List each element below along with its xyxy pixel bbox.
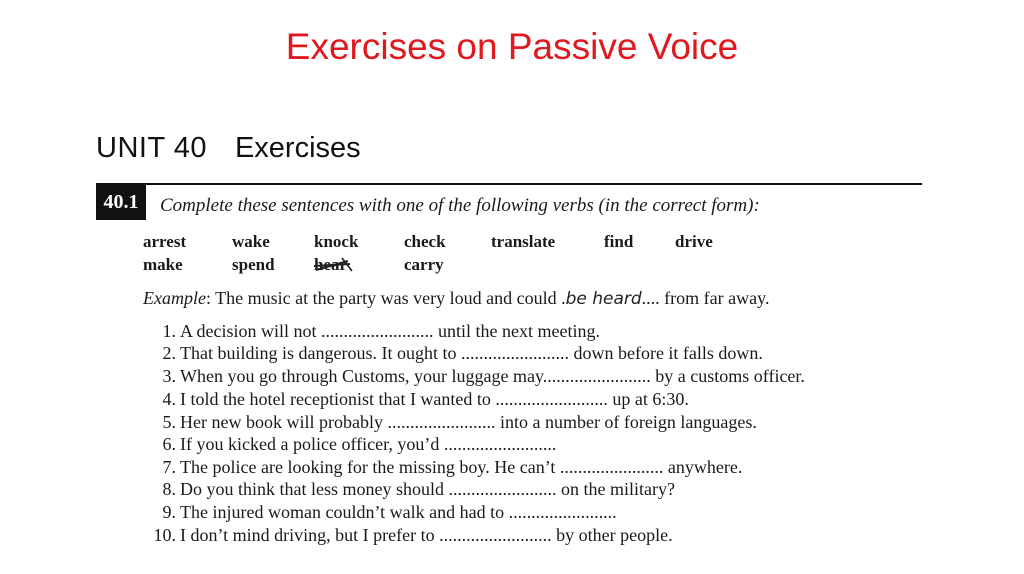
exercise-sentence [140,342,763,364]
sentence-text: I don’t mind driving, but I prefer to ......................... by other people. [180,525,673,545]
verb-item-crossed-out [314,255,347,275]
sentence-text: When you go through Customs, your luggage may........................ by a customs officer. [180,366,805,386]
unit-label: UNIT 40 [96,132,207,164]
sentence-number: 10. [153,525,176,545]
exercise-sentence [140,501,617,523]
exercise-sentence [140,365,805,387]
unit-heading [96,132,361,165]
sentence-text: That building is dangerous. It ought to ........................ down before it falls down. [180,343,763,363]
sentence-text: Her new book will probably ........................ into a number of foreign languages. [180,412,757,432]
example-sentence [143,288,769,309]
sentence-text: Do you think that less money should ........................ on the military? [180,479,675,499]
heading-rule [96,183,922,185]
verb-item: arrest [143,232,187,251]
exercise-sentence [140,388,689,410]
sentence-text: If you kicked a police officer, you’d ......................... [180,434,557,454]
sentence-number: 1. [162,321,176,341]
verb-item: drive [675,232,713,251]
verb-item: check [404,232,446,251]
exercise-sentence [140,320,600,342]
verb-item: make [143,255,183,274]
sentence-number: 9. [162,502,176,522]
sentence-number: 3. [162,366,176,386]
verb-item: knock [314,232,359,251]
sentence-number: 8. [162,479,176,499]
exercise-sentence [140,478,675,500]
exercise-sentence [140,433,556,455]
verb-item: find [604,232,634,251]
example-text-before: The music at the party was very loud and could . [215,288,566,308]
sentence-text: A decision will not ......................... until the next meeting. [180,321,600,341]
sentence-number: 5. [162,412,176,432]
verb-item: carry [404,255,444,274]
verb-item: wake [232,232,270,251]
verb-item-label: hear [314,255,348,274]
slide-title: Exercises on Passive Voice [285,26,739,67]
exercise-sentence [140,411,757,433]
exercise-sentence [140,456,742,478]
sentence-text: I told the hotel receptionist that I wanted to ......................... up at 6:30. [180,389,689,409]
example-dots: .... [641,288,660,308]
sentence-number: 2. [162,343,176,363]
exercise-sentence [140,524,673,546]
example-label: Example [143,288,206,308]
sentence-text: The injured woman couldn’t walk and had to ........................ [180,502,617,522]
exercise-instruction: Complete these sentences with one of the following verbs (in the correct form): [160,195,760,216]
exercise-number-badge: 40.1 [96,184,146,220]
example-answer: be heard [565,289,642,309]
sentence-text: The police are looking for the missing boy. He can’t ....................... anywhere. [180,457,743,477]
example-text-after: from far away. [659,288,770,308]
verb-item: translate [491,232,556,251]
sentence-number: 7. [162,457,176,477]
unit-title: Exercises [234,132,361,164]
verb-item: spend [232,255,275,274]
sentence-number: 4. [162,389,176,409]
sentence-number: 6. [162,434,176,454]
example-colon: : [205,288,216,308]
